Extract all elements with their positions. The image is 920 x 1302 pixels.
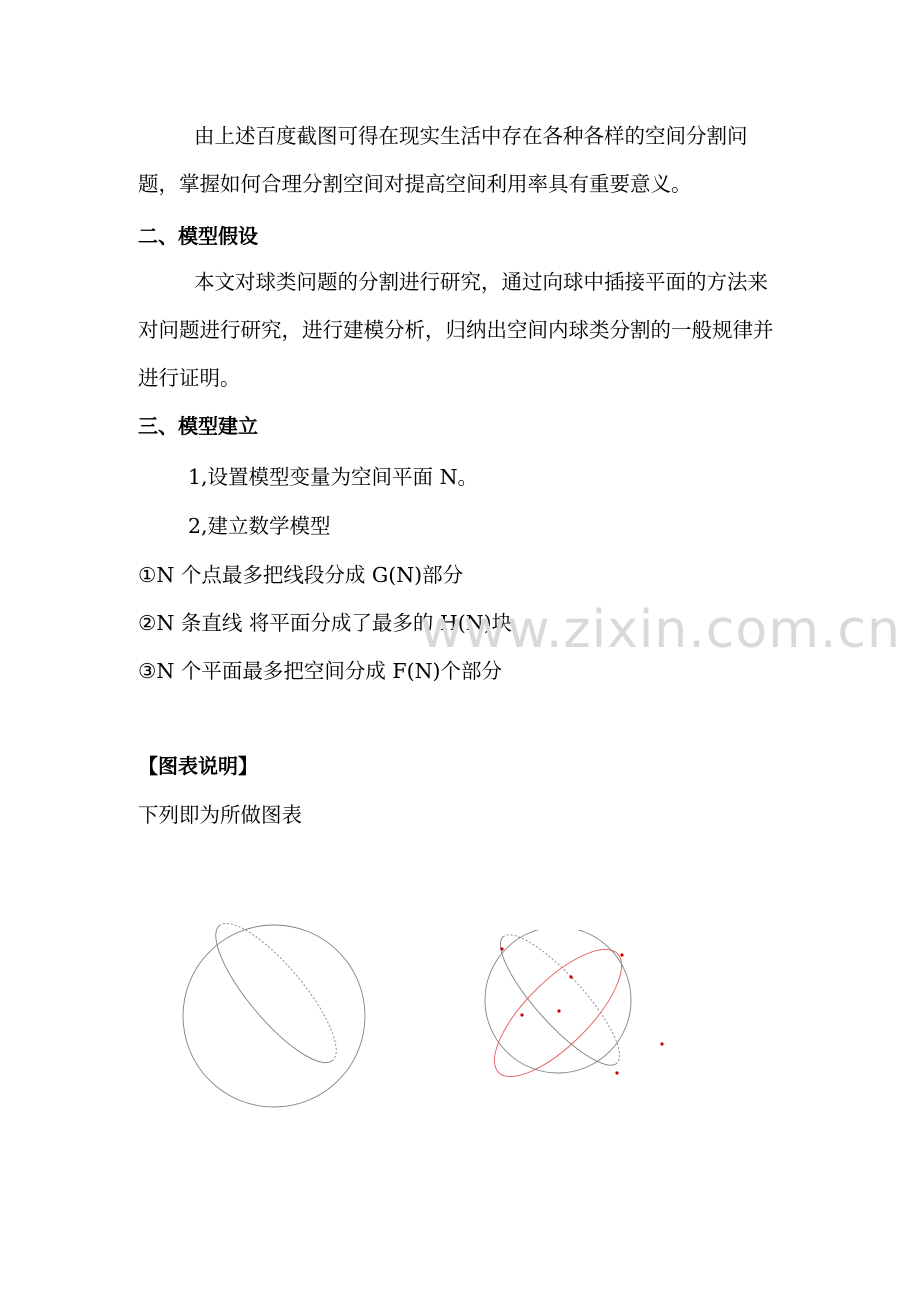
point xyxy=(660,1042,663,1045)
point xyxy=(615,1071,618,1074)
sphere-outline xyxy=(485,930,631,1073)
figure-caption: 下列即为所做图表 xyxy=(138,803,302,827)
point xyxy=(500,947,503,950)
list-item: ③N 个平面最多把空间分成 F(N)个部分 xyxy=(138,659,503,683)
point xyxy=(620,953,623,956)
ellipse-back-arc xyxy=(219,915,353,1060)
point xyxy=(557,1009,560,1012)
step-1: 1,设置模型变量为空间平面 N。 xyxy=(188,465,479,489)
intro-paragraph: 由上述百度截图可得在现实生活中存在各种各样的空间分割问题，掌握如何合理分割空间对提高空间利用率具有重要意义。 xyxy=(138,124,748,196)
list-item: ②N 条直线 将平面分成了最多的 H(N)块 xyxy=(138,611,513,635)
red-ellipse xyxy=(476,931,640,1080)
watermark: www.zixin.com.cn xyxy=(420,600,901,660)
gray-ellipse-front xyxy=(485,937,617,1079)
figure-sphere-two-planes xyxy=(470,930,670,1080)
gray-ellipse-back xyxy=(503,930,635,1063)
step-2: 2,建立数学模型 xyxy=(188,514,331,538)
heading-assumption: 二、模型假设 xyxy=(138,224,258,248)
point xyxy=(569,975,572,978)
list-item: ①N 个点最多把线段分成 G(N)部分 xyxy=(138,563,464,587)
point xyxy=(520,1013,523,1016)
heading-establish: 三、模型建立 xyxy=(138,414,258,438)
ellipse-front-arc xyxy=(199,926,333,1078)
heading-figure-note: 【图表说明】 xyxy=(138,754,258,778)
assumption-paragraph: 本文对球类问题的分割进行研究，通过向球中插接平面的方法来对问题进行研究，进行建模分析，归纳出空间内球类分割的一般规律并进行证明。 xyxy=(138,270,774,390)
sphere-outline xyxy=(183,925,365,1107)
figure-sphere-one-plane xyxy=(178,915,378,1115)
